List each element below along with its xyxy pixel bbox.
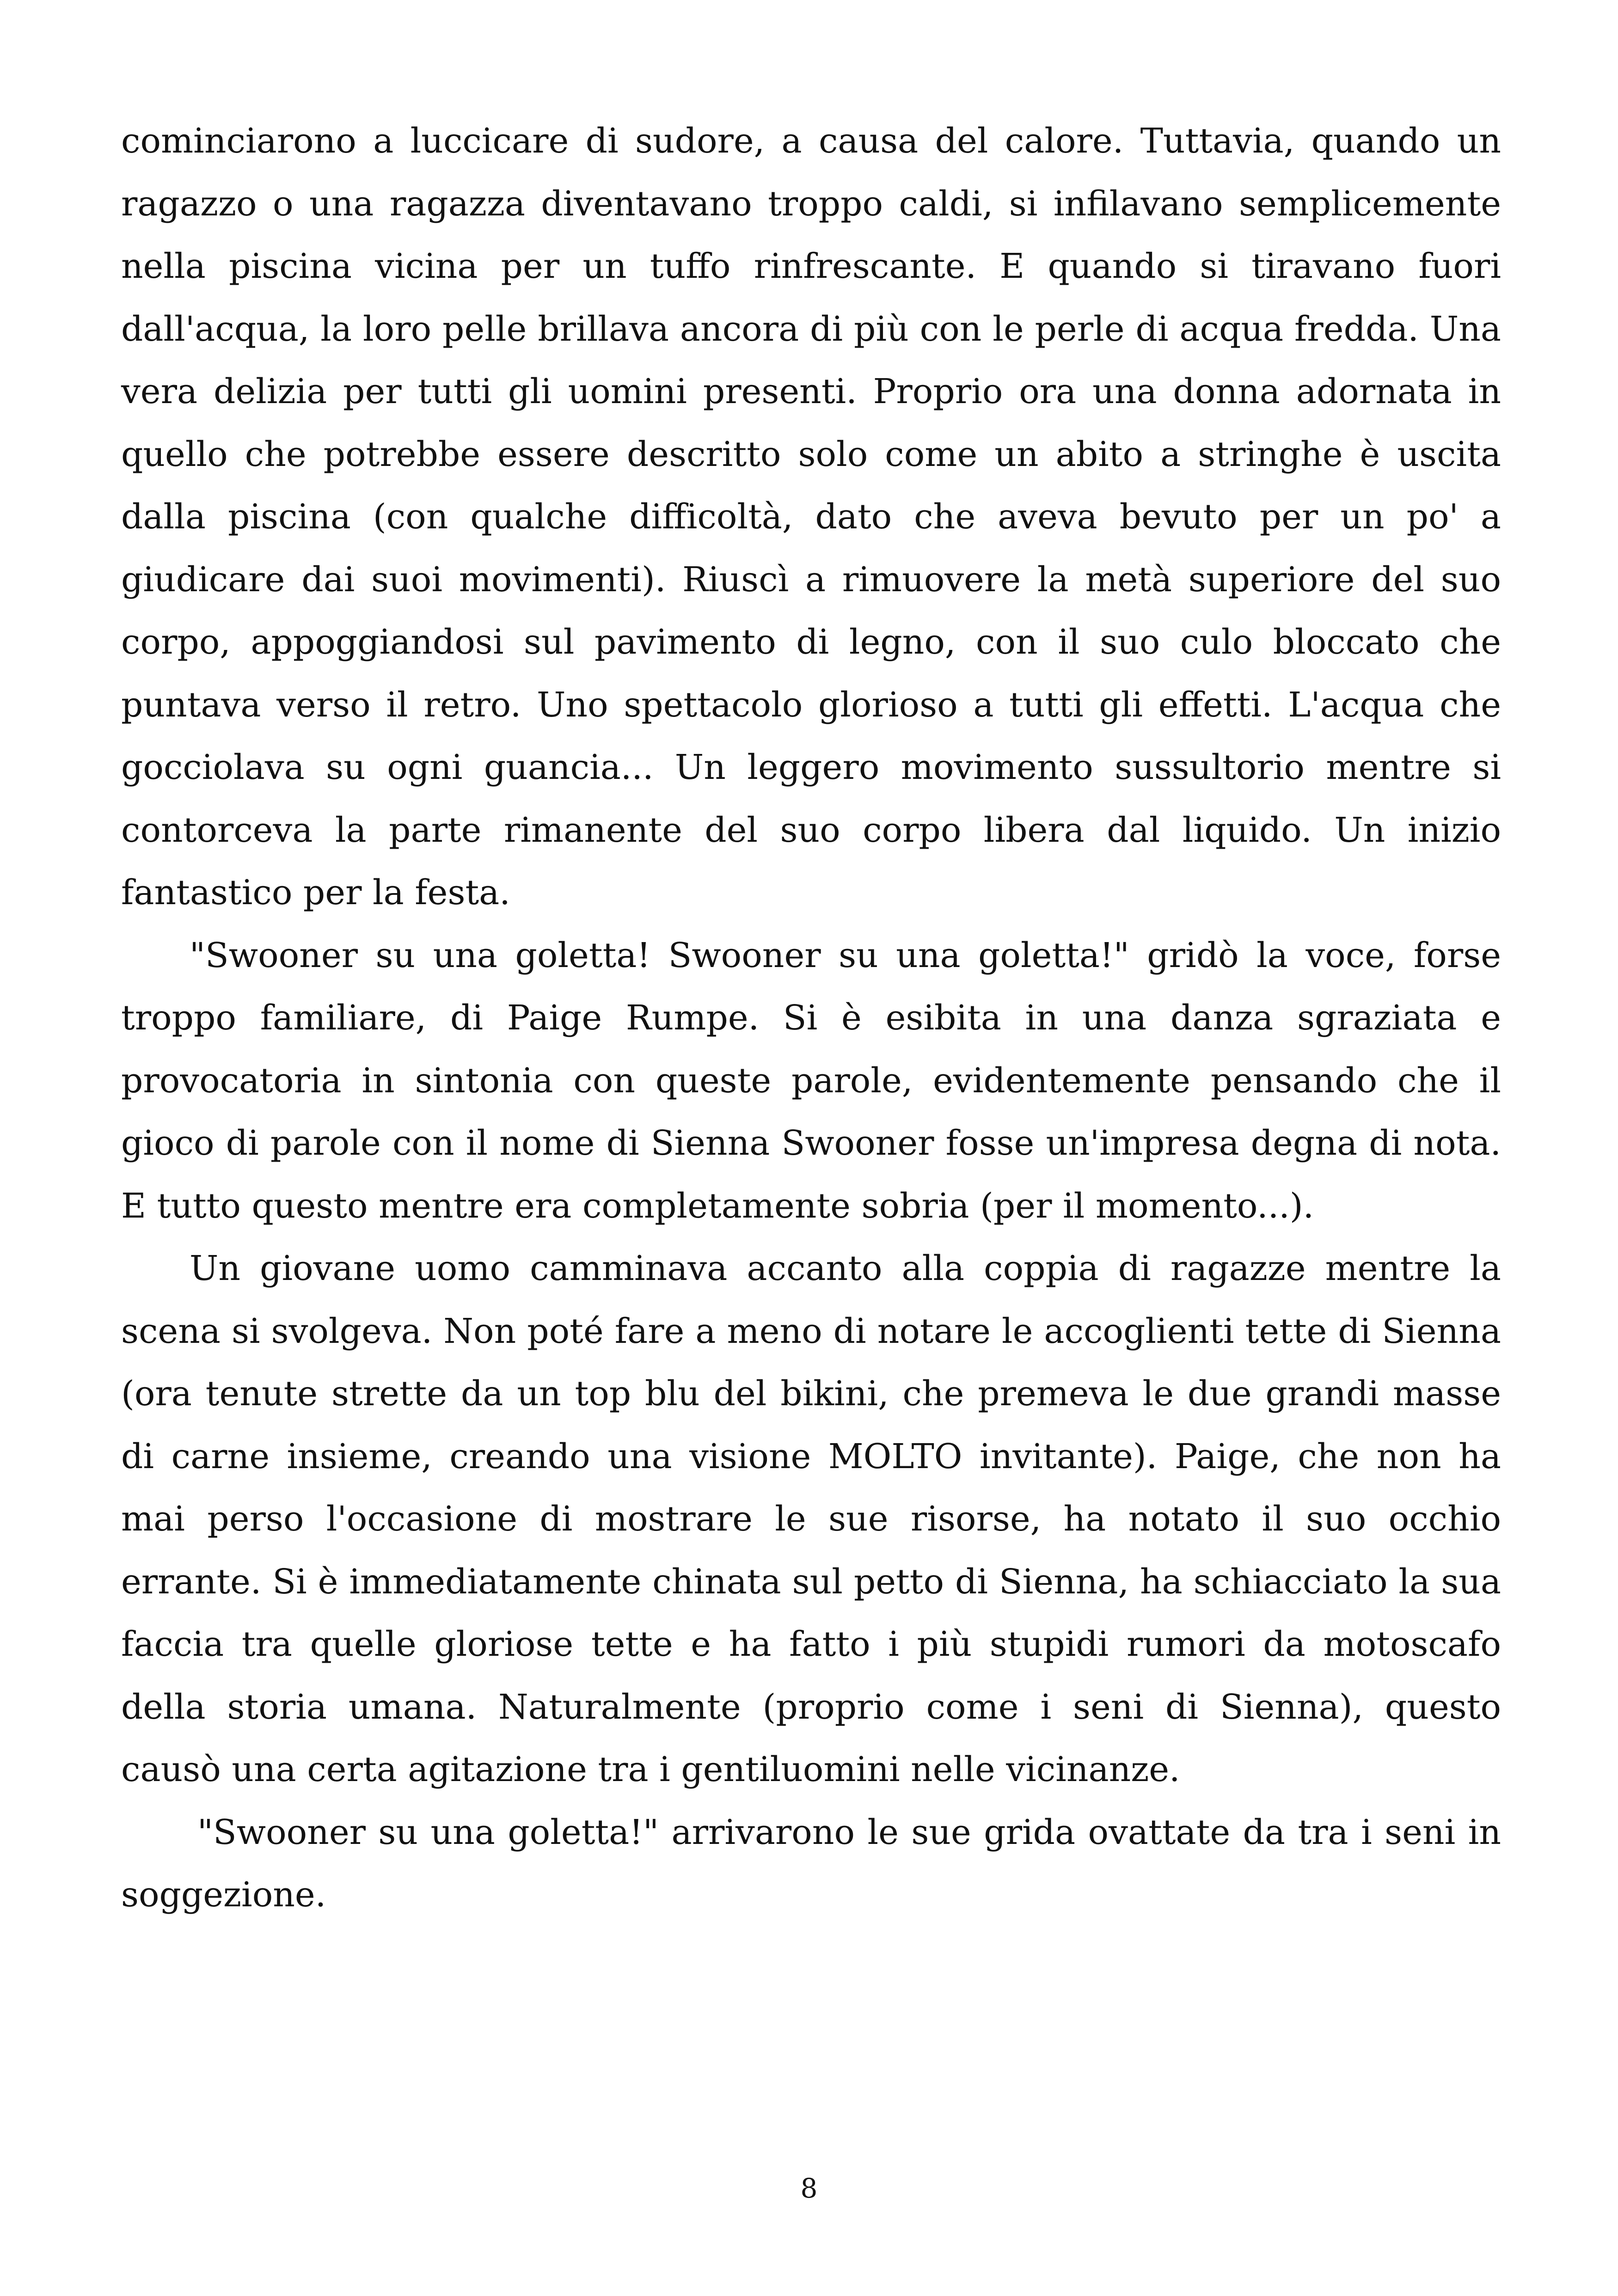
body-text [121, 110, 1501, 1927]
paragraph-4: "Swooner su una goletta!" arrivarono le sue grida ovattate da tra i seni in soggezione. [121, 1812, 1501, 1915]
paragraph-2: "Swooner su una goletta! Swooner su una goletta!" gridò la voce, forse troppo familiare, di Paige Rumpe. Si è esibita in una danza sgraziata e provocatoria in sintonia con queste parole, evidentemente pensando che il gioco di parole con il nome di Sienna Swooner fosse un'impresa degna di nota. E tutto questo mentre era completamente sobria (per il momento...). [121, 935, 1501, 1226]
paragraph-1: cominciarono a luccicare di sudore, a causa del calore. Tuttavia, quando un ragazzo o una ragazza diventavano troppo caldi, si infilavano semplicemente nella piscina vicina per un tuffo rinfrescante. E quando si tiravano fuori dall'acqua, la loro pelle brillava ancora di più con le perle di acqua fredda. Una vera delizia per tutti gli uomini presenti. Proprio ora una donna adornata in quello che potrebbe essere descritto solo come un abito a stringhe è uscita dalla piscina (con qualche difficoltà, dato che aveva bevuto per un po' a giudicare dai suoi movimenti). Riuscì a rimuovere la metà superiore del suo corpo, appoggiandosi sul pavimento di legno, con il suo culo bloccato che puntava verso il retro. Uno spettacolo glorioso a tutti gli effetti. L'acqua che gocciolava su ogni guancia... Un leggero movimento sussultorio mentre si contorceva la parte rimanente del suo corpo libera dal liquido. Un inizio fantastico per la festa. [121, 121, 1501, 912]
paragraph-3: Un giovane uomo camminava accanto alla coppia di ragazze mentre la scena si svolgeva. Non poté fare a meno di notare le accoglienti tette di Sienna (ora tenute strette da un top blu del bikini, che premeva le due grandi masse di carne insieme, creando una visione MOLTO invitante). Paige, che non ha mai perso l'occasione di mostrare le sue risorse, ha notato il suo occhio errante. Si è immediatamente chinata sul petto di Sienna, ha schiacciato la sua faccia tra quelle gloriose tette e ha fatto i più stupidi rumori da motoscafo della storia umana. Naturalmente (proprio come i seni di Sienna), questo causò una certa agitazione tra i gentiluomini nelle vicinanze. [121, 1249, 1501, 1789]
page-number: 8 [800, 2173, 818, 2204]
